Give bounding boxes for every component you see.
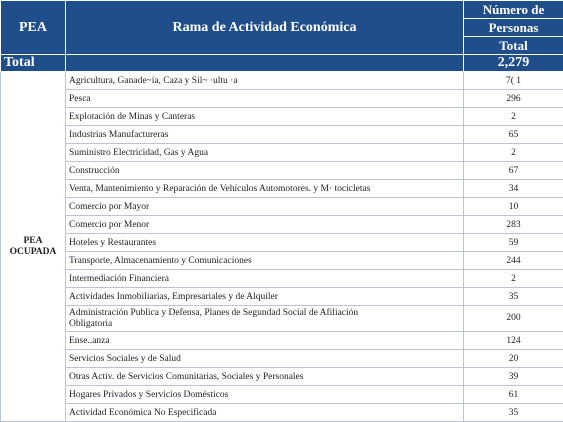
activity-line2: Obligatoria	[69, 319, 112, 329]
table-row	[1, 404, 563, 422]
activity-cell	[66, 306, 464, 332]
activity-cell: Pesca	[66, 90, 464, 108]
table-row	[1, 126, 563, 144]
numero-header-line2: Personas	[464, 19, 563, 37]
value-cell: 35	[464, 288, 563, 306]
activity-cell: Servicios Sociales y de Salud	[66, 350, 464, 368]
table-row	[1, 180, 563, 198]
activity-cell: Transporte, Almacenamiento y Comunicaciones	[66, 252, 464, 270]
table-row	[1, 198, 563, 216]
activity-cell: Explotación de Minas y Canteras	[66, 108, 464, 126]
value-cell: 35	[464, 404, 563, 422]
value-cell: 283	[464, 216, 563, 234]
pea-ocupada-line1: PEA	[24, 236, 43, 246]
value-cell: 2	[464, 270, 563, 288]
value-cell: 10	[464, 198, 563, 216]
activity-cell: Comercio por Mayor	[66, 198, 464, 216]
table-row	[1, 270, 563, 288]
table-row	[1, 144, 563, 162]
activity-cell: Otras Activ. de Servicios Comunitarias, Sociales y Personales	[66, 368, 464, 386]
total-row	[1, 55, 563, 72]
activity-cell: Comercio por Menor	[66, 216, 464, 234]
activity-cell: Construcción	[66, 162, 464, 180]
table-row	[1, 368, 563, 386]
table-row	[1, 162, 563, 180]
total-row-label: Total	[1, 55, 66, 72]
activity-cell: Suministro Electricidad, Gas y Agua	[66, 144, 464, 162]
table-row	[1, 350, 563, 368]
total-subheader: Total	[464, 37, 563, 55]
table-row	[1, 216, 563, 234]
activity-cell: Hoteles y Restaurantes	[66, 234, 464, 252]
value-cell: 7( 1	[464, 72, 563, 90]
value-cell: 200	[464, 306, 563, 332]
value-cell: 59	[464, 234, 563, 252]
activity-cell: Actividad Económica No Especificada	[66, 404, 464, 422]
table-row	[1, 90, 563, 108]
value-cell: 20	[464, 350, 563, 368]
pea-header: PEA	[1, 1, 66, 55]
value-cell: 61	[464, 386, 563, 404]
value-cell: 296	[464, 90, 563, 108]
table-row	[1, 234, 563, 252]
rama-header: Rama de Actividad Económica	[66, 1, 464, 55]
value-cell: 124	[464, 332, 563, 350]
pea-ocupada-line2: OCUPADA	[10, 247, 57, 257]
table-row	[1, 252, 563, 270]
total-row-spacer	[66, 55, 464, 72]
table-row	[1, 288, 563, 306]
pea-ocupada-label	[1, 72, 66, 422]
value-cell: 2	[464, 144, 563, 162]
value-cell: 34	[464, 180, 563, 198]
value-cell: 67	[464, 162, 563, 180]
table-row	[1, 332, 563, 350]
activity-cell: Intermediación Financiera	[66, 270, 464, 288]
activity-cell: Hogares Privados y Servicios Domésticos	[66, 386, 464, 404]
table-row	[1, 306, 563, 332]
activity-line1: Administración Publica y Defensa, Planes de Segundad Social de Afiliación	[69, 308, 358, 318]
table-row	[1, 108, 563, 126]
value-cell: 39	[464, 368, 563, 386]
header-row-1	[1, 1, 563, 19]
activity-cell: Industrias Manufactureras	[66, 126, 464, 144]
numero-header-line1: Número de	[464, 1, 563, 19]
total-row-value: 2,279	[464, 55, 563, 72]
table-row	[1, 72, 563, 90]
activity-cell: Venta, Mantenimiento y Reparación de Vehículos Automotores. y M· tocicletas	[66, 180, 464, 198]
activity-cell: Ense..anza	[66, 332, 464, 350]
value-cell: 2	[464, 108, 563, 126]
value-cell: 244	[464, 252, 563, 270]
activity-cell: Actividades Inmobiliarias, Empresariales y de Alquiler	[66, 288, 464, 306]
activity-cell: Agricultura, Ganade~ía, Caza y Sil~ ·ultu ·a	[66, 72, 464, 90]
table-row	[1, 386, 563, 404]
value-cell: 65	[464, 126, 563, 144]
